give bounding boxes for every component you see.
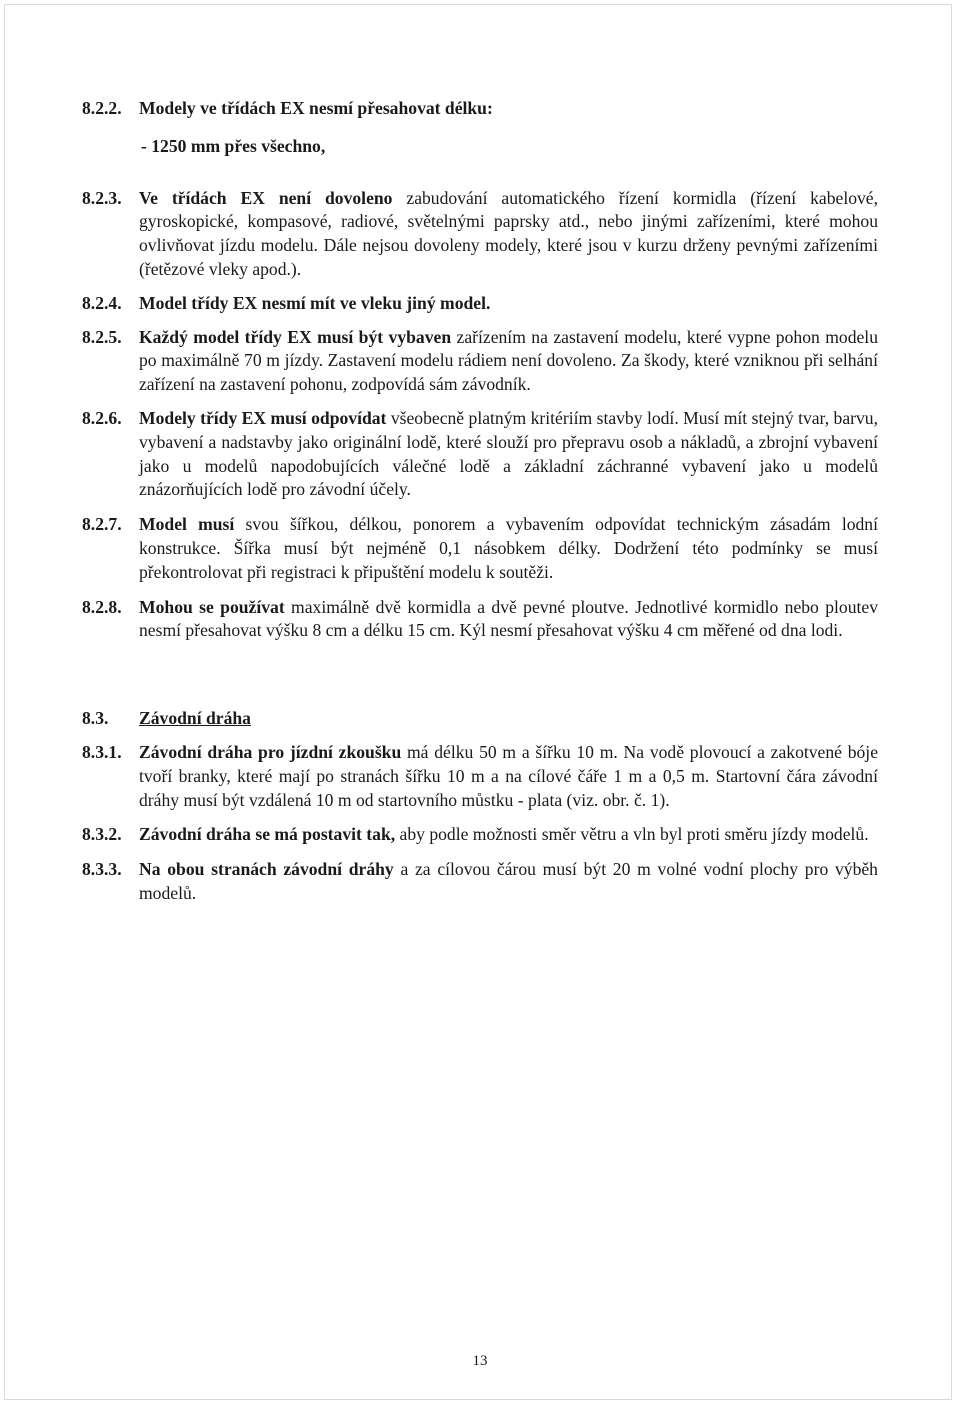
section-8-3-3	[82, 858, 878, 906]
section-text: Modely ve třídách EX nesmí přesahovat délku:	[139, 98, 493, 118]
section-body: a za cílovou čárou musí být 20 m volné vodní plochy pro výběh modelů.	[139, 859, 878, 903]
document-body	[82, 97, 878, 916]
section-body: zařízením na zastavení modelu, které vypne pohon modelu po maximálně 70 m jízdy. Zastavení modelu rádiem není dovoleno. Za škody, které vzniknou při selhání zařízení na zastavení pohonu, zodpovídá sám závodník.	[139, 326, 878, 395]
section-text	[139, 187, 878, 282]
section-number: 8.2.4.	[82, 292, 122, 313]
page-number: 13	[472, 1353, 488, 1369]
section-number: 8.2.8.	[82, 596, 122, 617]
section-number: 8.2.3.	[82, 187, 122, 208]
section-body: zabudování automatického řízení kormidla (řízení kabelové, gyroskopické, kompasové, radiové, světelnými paprsky atd., nebo jinými zařízeními, které mohou ovlivňovat jízdu modelu. Dále nejsou dovoleny modely, které jsou v kurzu drženy pevnými zařízeními (řetězové vleky apod.).	[139, 187, 879, 279]
section-bold-lead: Modely třídy EX musí odpovídat	[139, 407, 387, 428]
section-text	[139, 596, 878, 644]
section-8-2-6	[82, 407, 878, 502]
section-number: 8.2.2.	[82, 98, 122, 118]
section-bold-lead: Na obou stranách závodní dráhy	[139, 859, 394, 880]
section-8-3-1	[82, 741, 878, 812]
section-bold-lead: Model musí	[139, 514, 235, 535]
section-8-2-2	[82, 97, 878, 121]
section-text	[139, 858, 878, 906]
section-text: Model třídy EX nesmí mít ve vleku jiný model.	[139, 292, 491, 313]
section-body: všeobecně platným kritériím stavby lodí. Musí mít stejný tvar, barvu, vybavení a nadstavby jako originální lodě, které slouží pro přepravu osob a nákladů, a zbrojní vybavení jako u modelů napodobujících válečné lodě a základní záchranné vybavení jako u modelů znázorňujících lodě pro závodní účely.	[139, 407, 878, 500]
heading-number: 8.3.	[82, 708, 109, 729]
section-bold-lead: Mohou se používat	[139, 596, 285, 617]
heading-title: Závodní dráha	[139, 708, 251, 729]
section-text	[139, 513, 878, 584]
section-number: 8.3.3.	[82, 859, 122, 880]
heading-8-3	[82, 707, 878, 731]
section-number: 8.2.5.	[82, 326, 122, 347]
section-bold-lead: Ve třídách EX není dovoleno	[139, 187, 393, 208]
section-bold-lead: Závodní dráha pro jízdní zkoušku	[139, 741, 402, 762]
section-text	[139, 741, 878, 812]
section-body: maximálně dvě kormidla a dvě pevné ploutve. Jednotlivé kormidlo nebo ploutev nesmí přesahovat výšku 8 cm a délku 15 cm. Kýl nesmí přesahovat výšku 4 cm měřené od dna lodi.	[139, 596, 878, 641]
section-number: 8.3.1.	[82, 741, 122, 762]
section-text	[139, 823, 878, 847]
section-text	[139, 326, 878, 397]
section-body: má délku 50 m a šířku 10 m. Na vodě plovoucí a zakotvené bóje tvoří branky, které mají po stranách šířku 10 m a na cílové čáře 1 m a 0,5 m. Startovní čára závodní dráhy musí být vzdálená 10 m od startovního můstku - plata (viz. obr. č. 1).	[139, 741, 879, 810]
section-8-2-3	[82, 187, 878, 282]
section-8-2-4	[82, 292, 878, 316]
section-bold-lead: Závodní dráha se má postavit tak,	[139, 824, 396, 845]
section-8-2-2-item: - 1250 mm přes všechno,	[141, 135, 326, 156]
section-number: 8.2.7.	[82, 514, 122, 535]
section-8-3-2	[82, 823, 878, 847]
section-body: svou šířkou, délkou, ponorem a vybavením odpovídat technickým zásadám lodní konstrukce. Šířka musí být nejméně 0,1 násobkem délky. Dodržení této podmínky se musí překontrolovat při registraci k připuštění modelu k soutěži.	[139, 514, 878, 582]
section-bold-lead: Každý model třídy EX musí být vybaven	[139, 326, 452, 347]
section-8-2-7	[82, 513, 878, 584]
section-number: 8.3.2.	[82, 824, 122, 845]
section-8-2-5	[82, 326, 878, 397]
section-body: aby podle možnosti směr větru a vln byl proti směru jízdy modelů.	[395, 824, 869, 845]
section-8-2-8	[82, 596, 878, 644]
section-number: 8.2.6.	[82, 407, 122, 428]
section-text	[139, 407, 878, 502]
